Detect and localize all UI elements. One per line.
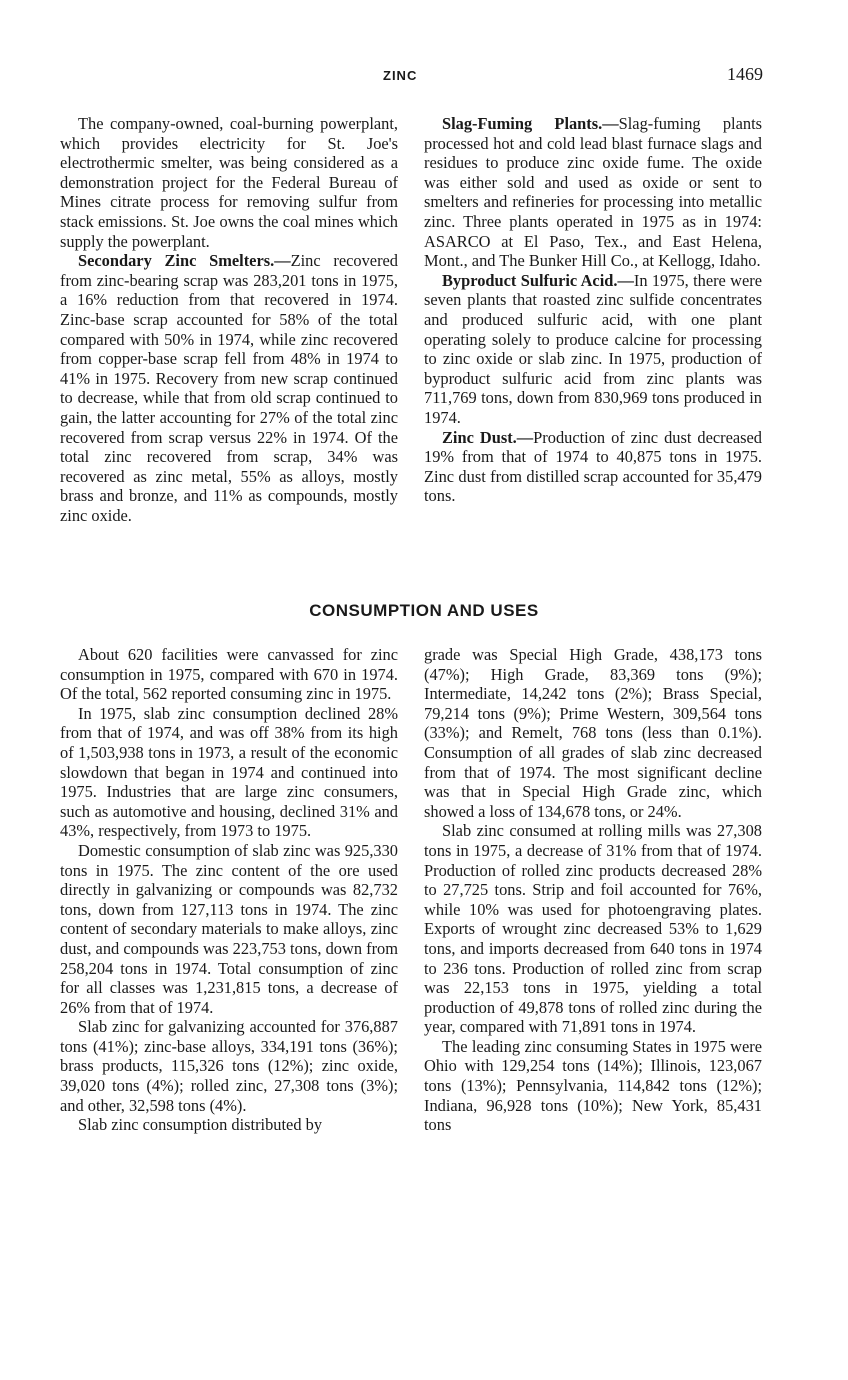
paragraph-rolling-mills: Slab zinc consumed at rolling mills was 27,308 tons in 1975, a decrease of 31% from that of 1974. Production of rolled zinc products decreased 28% to 27,725 tons. Strip and foil accounted for 76%, while 10% was used for photoengraving plates. Exports of wrought zinc decreased 53% to 1,629 tons, and imports decreased from 640 tons in 1974 to 236 tons. Production of rolled zinc from scrap was 22,153 tons in 1975, yielding a total production of 49,878 tons of rolled zinc during the year, compared with 71,891 tons in 1974. [424,821,762,1037]
paragraph-facilities: About 620 facilities were canvassed for zinc consumption in 1975, compared with 670 in 1974. Of the total, 562 reported consuming zinc in 1975. [60,645,398,704]
page-number: 1469 [727,64,763,84]
paragraph-domestic-consumption: Domestic consumption of slab zinc was 925,330 tons in 1975. The zinc content of the ore used directly in galvanizing or compounds was 82,732 tons, down from 127,113 tons in 1974. The zinc content of secondary materials to make alloys, zinc dust, and compounds was 223,753 tons, down from 258,204 tons in 1974. Total consumption of zinc for all classes was 1,231,815 tons, a decrease of 26% from that of 1974. [60,840,398,1017]
section-heading: CONSUMPTION AND USES [309,601,539,620]
top-left-column [60,114,398,525]
running-title: ZINC [383,68,418,83]
run-in-heading: Slag-Fuming Plants.— [442,114,619,133]
paragraph-text: In 1975, there were seven plants that roasted zinc sulfide concentrates and produced sulfuric acid, with one plant operating solely to produce calcine for processing to zinc oxide or slab zinc. In 1975, production of byproduct sulfuric acid from zinc plants was 711,769 tons, down from 830,969 tons produced in 1974. [424,270,762,427]
paragraph-secondary-zinc-smelters [60,251,398,525]
paragraph-slab-consumption-decline: In 1975, slab zinc consumption declined 28% from that of 1974, and was off 38% from its high of 1,503,938 tons in 1973, a result of the economic slowdown that began in 1974 and continued into 1975. Industries that are large zinc consumers, such as automotive and housing, declined 31% and 43%, respectively, from 1973 to 1975. [60,703,398,841]
paragraph-byproduct-sulfuric-acid [424,271,762,428]
paragraph-powerplant: The company-owned, coal-burning powerplant, which provides electricity for St. Joe's electrothermic smelter, was being considered as a demonstration project for the Federal Bureau of Mines citrate process for removing sulfur from stack emissions. St. Joe owns the coal mines which supply the powerplant. [60,114,398,251]
run-in-heading: Zinc Dust.— [442,427,534,447]
bottom-right-column [424,645,762,1135]
page-header [0,64,848,88]
top-right-column [424,114,762,506]
paragraph-text: Zinc recovered from zinc-bearing scrap was 283,201 tons in 1975, a 16% reduction from that recovered in 1974. Zinc-base scrap accounted for 58% of the total compared with 50% in 1974, while zinc recovered from copper-base scrap fell from 48% in 1974 to 41% in 1975. Recovery from new scrap continued to decrease, while that from old scrap continued to gain, the latter accounting for 27% of the total zinc recovered from scrap versus 22% in 1974. Of the total zinc recovered from scrap, 34% was recovered as zinc metal, 55% as alloys, mostly brass and bronze, and 11% as compounds, mostly zinc oxide. [60,251,398,525]
run-in-heading: Secondary Zinc Smelters.— [78,251,291,271]
run-in-heading: Byproduct Sulfuric Acid.— [442,270,634,290]
paragraph-leading-states: The leading zinc consuming States in 1975 were Ohio with 129,254 tons (14%); Illinois, 123,067 tons (13%); Pennsylvania, 114,842 tons (12%); Indiana, 96,928 tons (10%); New York, 85,431 tons [424,1036,762,1135]
paragraph-text: Slag-fuming plants processed hot and cold lead blast furnace slags and residues to produce zinc oxide fume. The oxide was either sold and used as oxide or sent to smelters and refineries for processing into metallic zinc. Three plants operated in 1975 as in 1974: ASARCO at El Paso, Tex., and East Helena, Mont., and The Bunker Hill Co., at Kellogg, Idaho. [424,114,762,271]
paragraph-slag-fuming-plants [424,114,762,271]
paragraph-distribution-start: Slab zinc consumption distributed by [78,1115,323,1135]
paragraph-galvanizing: Slab zinc for galvanizing accounted for 376,887 tons (41%); zinc-base alloys, 334,191 tons (36%); brass products, 115,326 tons (12%); zinc oxide, 39,020 tons (4%); rolled zinc, 27,308 tons (3%); and other, 32,598 tons (4%). [60,1017,398,1115]
paragraph-grade-continuation: grade was Special High Grade, 438,173 tons (47%); High Grade, 83,369 tons (9%); Intermediate, 14,242 tons (2%); Brass Special, 79,214 tons (9%); Prime Western, 309,564 tons (33%); and Remelt, 768 tons (less than 0.1%). Consumption of all grades of slab zinc decreased from that of 1974. The most significant decline was that in Special High Grade zinc, which showed a loss of 134,678 tons, or 24%. [424,645,762,821]
bottom-left-column [60,645,398,1135]
paragraph-text: Production of zinc dust decreased 19% from that of 1974 to 40,875 tons in 1975. Zinc dust from distilled scrap accounted for 35,479 tons. [424,427,762,506]
paragraph-zinc-dust [424,428,762,506]
